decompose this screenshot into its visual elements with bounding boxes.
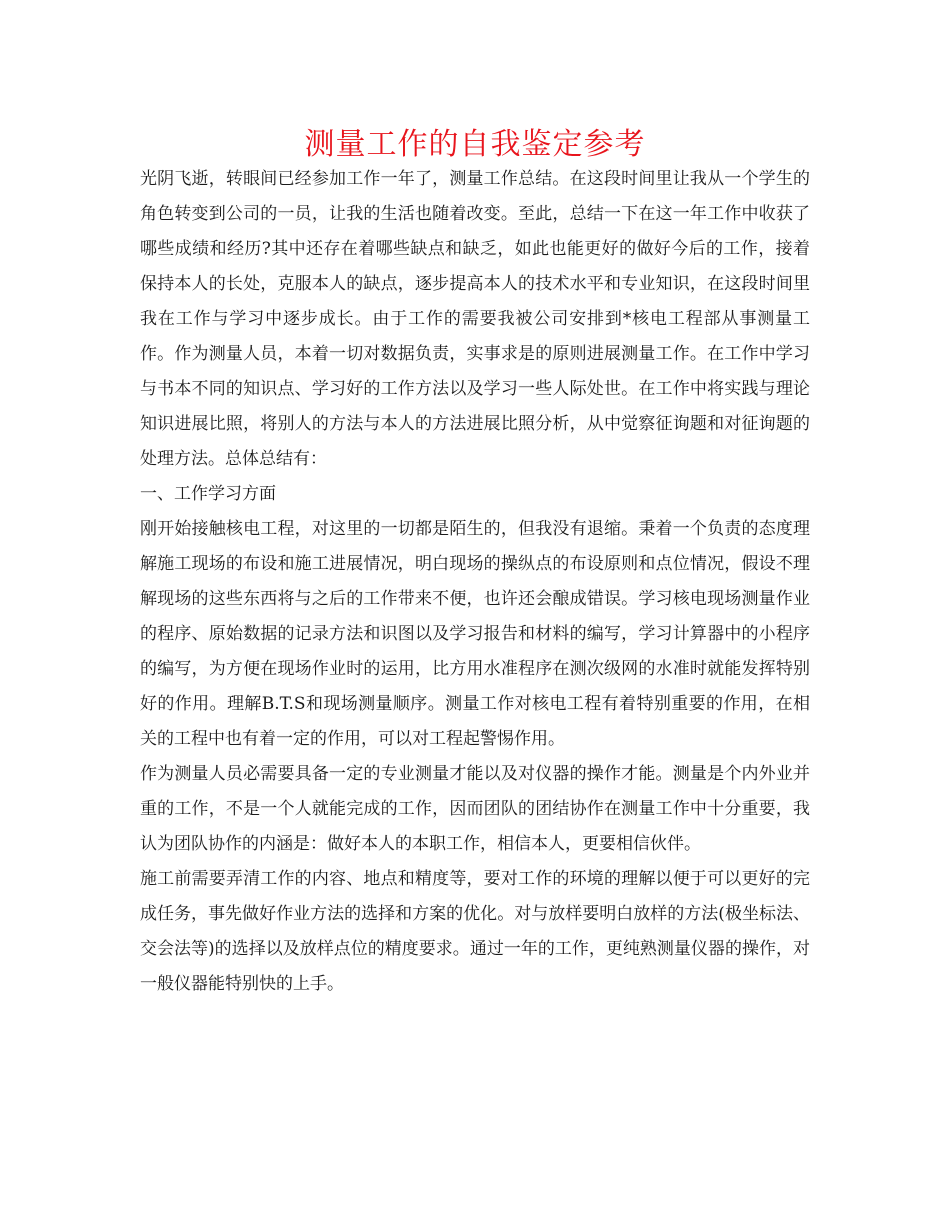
section-heading-work-study: 一、工作学习方面 [140,484,276,504]
paragraph-teamwork: 作为测量人员必需要具备一定的专业测量才能以及对仪器的操作才能。测量是个内外业并重的工作，不是一个人就能完成的工作，因而团队的团结协作在测量工作中十分重要，我认为团队协作的内涵是：做好本人的本职工作，相信本人，更要相信伙伴。 [140,764,810,854]
paragraph-intro: 光阴飞逝，转眼间已经参加工作一年了，测量工作总结。在这段时间里让我从一个学生的角色转变到公司的一员，让我的生活也随着改变。至此，总结一下在这一年工作中收获了哪些成绩和经历?其中还存在着哪些缺点和缺乏，如此也能更好的做好今后的工作，接着保持本人的长处，克服本人的缺点，逐步提高本人的技术水平和专业知识，在这段时间里我在工作与学习中逐步成长。由于工作的需要我被公司安排到*核电工程部从事测量工作。作为测量人员，本着一切对数据负责，实事求是的原则进展测量工作。在工作中学习与书本不同的知识点、学习好的工作方法以及学习一些人际处世。在工作中将实践与理论知识进展比照，将别人的方法与本人的方法进展比照分析，从中觉察征询题和对征询题的处理方法。总体总结有： [140,169,810,469]
paragraph-nuclear-project: 刚开始接触核电工程，对这里的一切都是陌生的，但我没有退缩。秉着一个负责的态度理解施工现场的布设和施工进展情况，明白现场的操纵点的布设原则和点位情况，假设不理解现场的这些东西将与之后的工作带来不便，也许还会酿成错误。学习核电现场测量作业的程序、原始数据的记录方法和识图以及学习报告和材料的编写，学习计算器中的小程序的编写，为方便在现场作业时的运用，比方用水准程序在测次级网的水准时就能发挥特别好的作用。理解B.T.S和现场测量顺序。测量工作对核电工程有着特别重要的作用，在相关的工程中也有着一定的作用，可以对工程起警惕作用。 [140,519,810,749]
document-body [140,162,810,1002]
paragraph-preparation: 施工前需要弄清工作的内容、地点和精度等，要对工作的环境的理解以便于可以更好的完成任务，事先做好作业方法的选择和方案的优化。对与放样要明白放样的方法(极坐标法、交会法等)的选择以及放样点位的精度要求。通过一年的工作，更纯熟测量仪器的操作，对一般仪器能特别快的上手。 [140,869,810,994]
document-title: 测量工作的自我鉴定参考 [304,127,646,162]
